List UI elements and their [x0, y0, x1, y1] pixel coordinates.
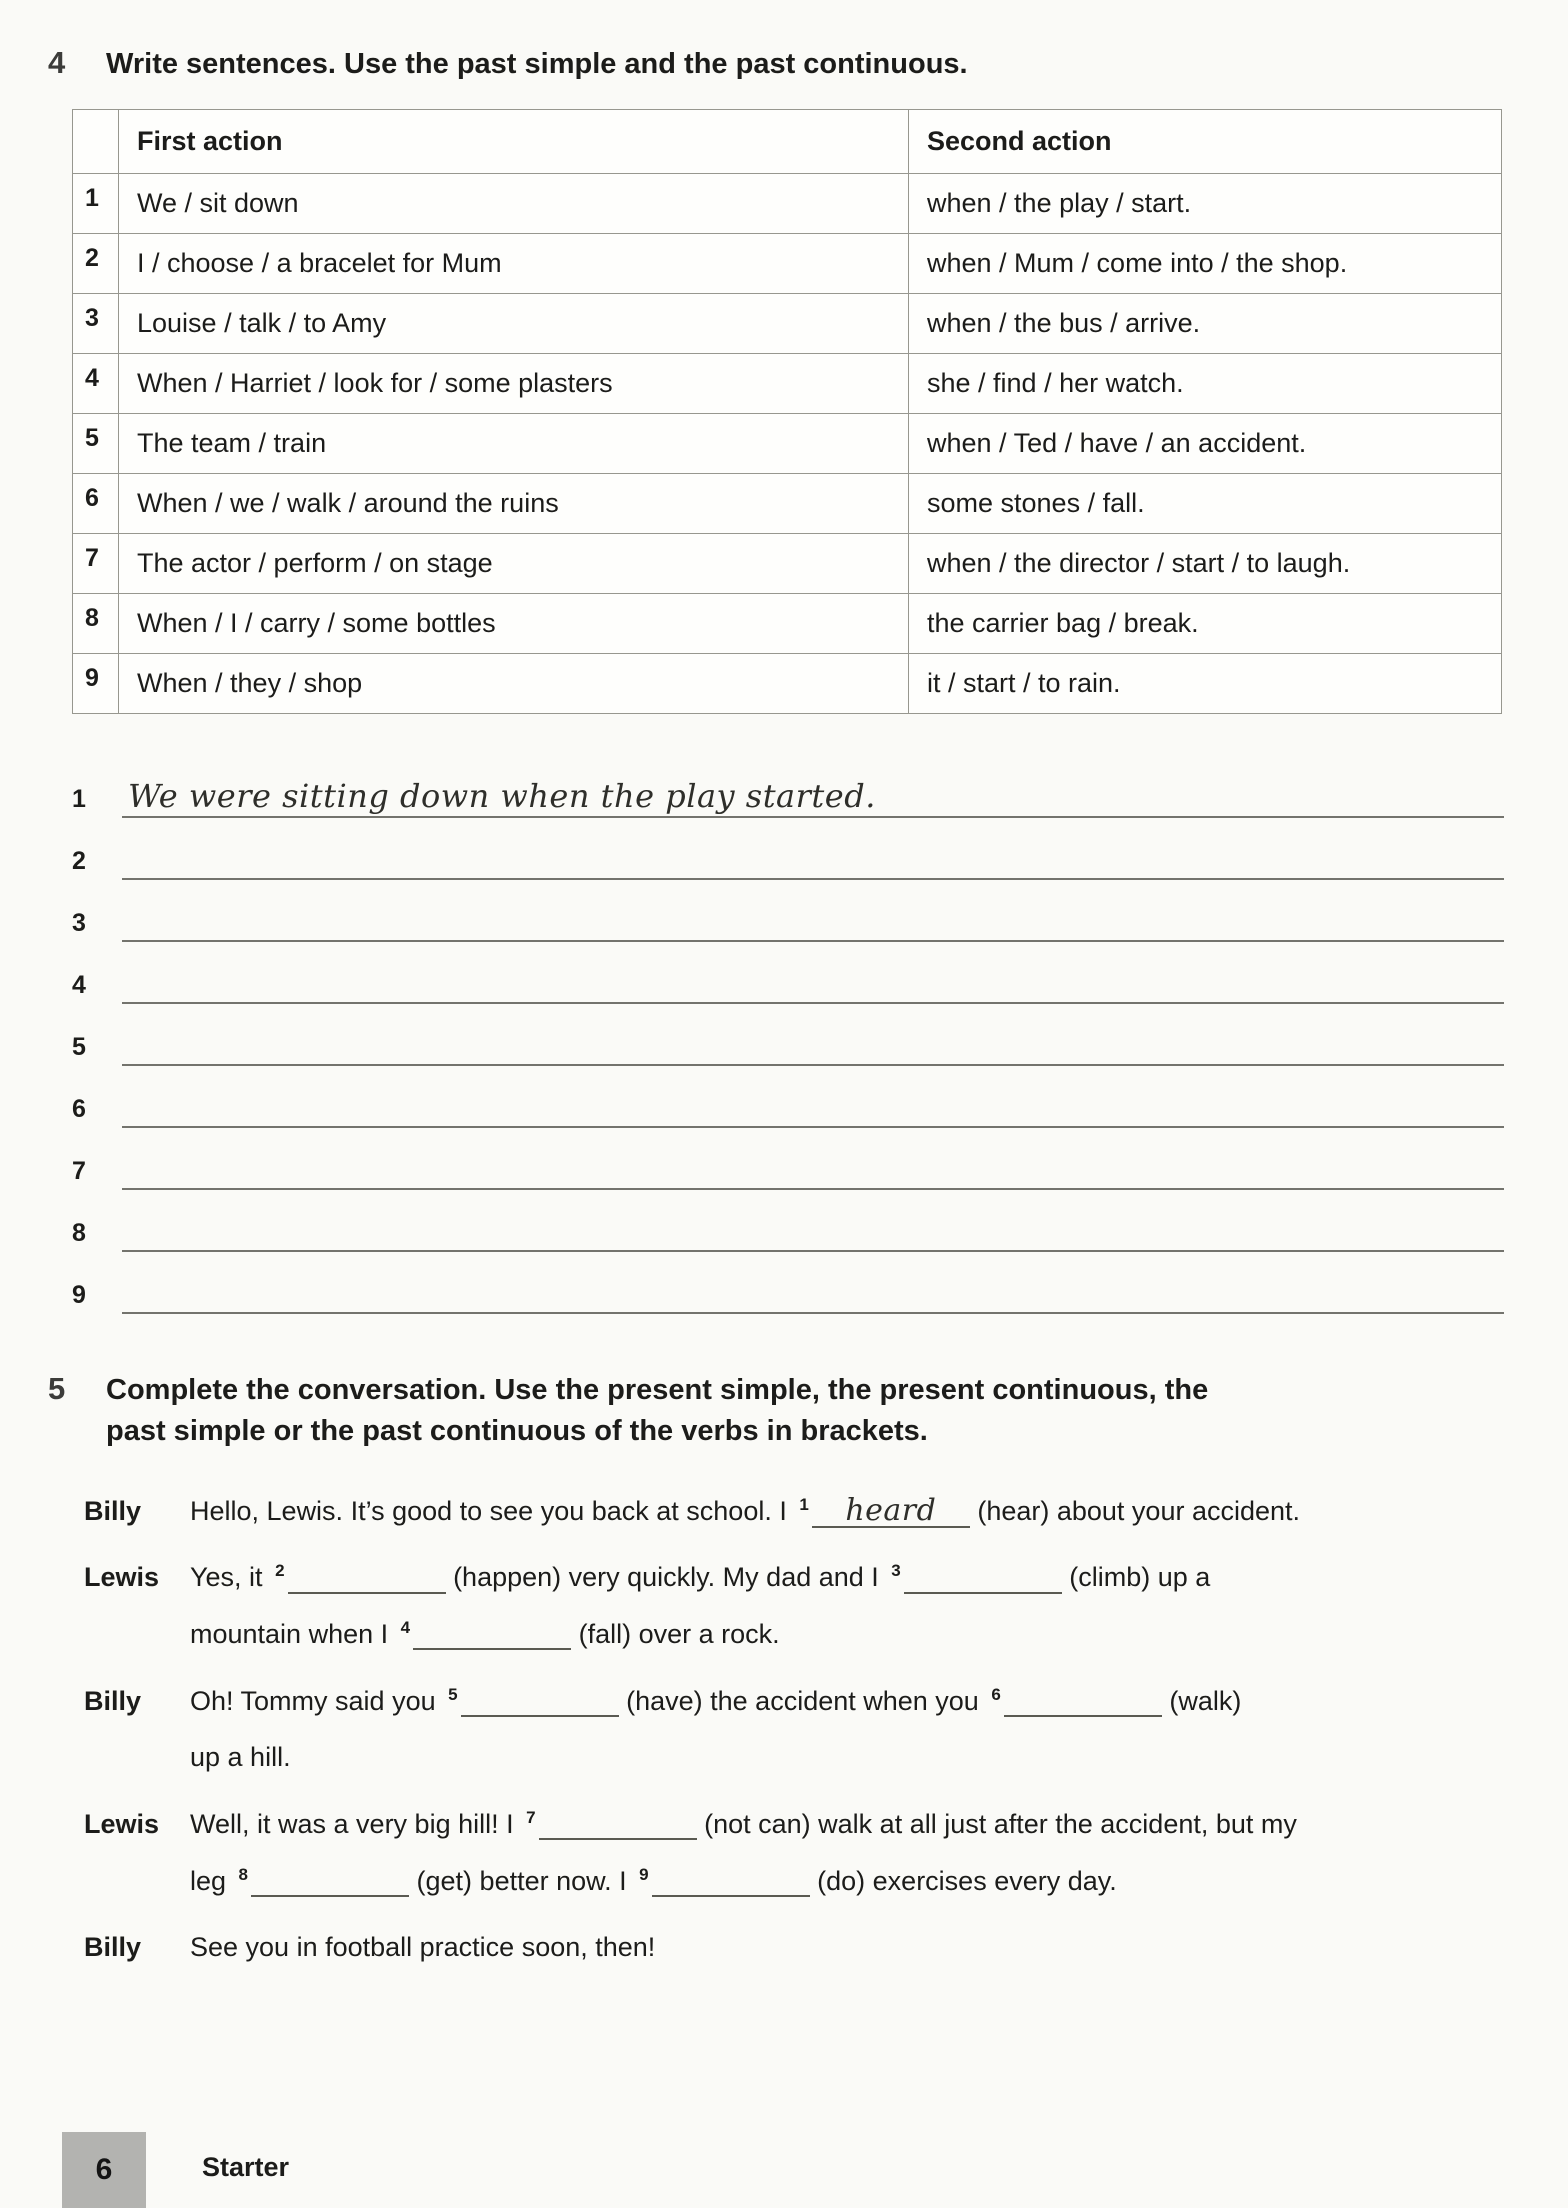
first-action-cell: Louise / talk / to Amy: [119, 294, 909, 354]
dialogue-line: [84, 1673, 1504, 1786]
blank-number: 3: [891, 1561, 901, 1581]
blank-number: 2: [275, 1561, 285, 1581]
dialogue-fragment: Well, it was a very big hill! I: [190, 1808, 514, 1839]
answer-writing-line[interactable]: [122, 1188, 1504, 1252]
answer-row: [72, 1004, 1504, 1066]
dialogue-fragment: Hello, Lewis. It’s good to see you back at school. I: [190, 1495, 787, 1526]
exercise5-number: 5: [48, 1371, 66, 1407]
page-number-box: 6: [62, 2132, 146, 2208]
answer-row: [72, 756, 1504, 818]
speaker-name: Lewis: [84, 1808, 160, 1839]
fill-in-blank-8[interactable]: [251, 1867, 409, 1897]
dialogue-fragment: Oh! Tommy said you: [190, 1685, 436, 1716]
answer-writing-line[interactable]: [122, 754, 1504, 818]
second-action-cell: when / the play / start.: [909, 174, 1502, 234]
speaker-name: Billy: [84, 1685, 142, 1716]
answer-row: [72, 818, 1504, 880]
exercise4-title: Write sentences. Use the past simple and the past continuous.: [106, 48, 968, 80]
second-action-cell: when / Mum / come into / the shop.: [909, 234, 1502, 294]
dialogue-fragment: (get) better now. I: [416, 1865, 627, 1896]
dialogue-fragment: up a hill.: [190, 1742, 291, 1773]
first-action-cell: The actor / perform / on stage: [119, 534, 909, 594]
dialogue: [84, 1483, 1504, 1977]
dialogue-text: [190, 1796, 1504, 1909]
row-number: 4: [73, 354, 119, 414]
handwritten-answer: We were sitting down when the play started.: [128, 777, 876, 816]
second-action-cell: when / the bus / arrive.: [909, 294, 1502, 354]
answer-number: 2: [72, 847, 86, 876]
second-action-cell: when / the director / start / to laugh.: [909, 534, 1502, 594]
blank-number: 8: [238, 1864, 249, 1884]
answer-number: 8: [72, 1219, 86, 1248]
fill-in-blank-7[interactable]: [539, 1810, 697, 1840]
dialogue-fragment: (have) the accident when you: [626, 1685, 979, 1716]
dialogue-line: [84, 1919, 1504, 1976]
answer-row: [72, 1066, 1504, 1128]
first-action-cell: We / sit down: [119, 174, 909, 234]
table-row: [73, 354, 1502, 414]
exercise-5: [48, 1370, 1504, 1976]
first-action-cell: The team / train: [119, 414, 909, 474]
dialogue-fragment: (fall) over a rock.: [578, 1618, 780, 1649]
answer-writing-line[interactable]: [122, 1126, 1504, 1190]
answer-number: 4: [72, 971, 86, 1000]
first-action-cell: I / choose / a bracelet for Mum: [119, 234, 909, 294]
answer-writing-line[interactable]: [122, 940, 1504, 1004]
dialogue-text: [190, 1483, 1504, 1540]
row-number: 7: [73, 534, 119, 594]
dialogue-fragment: (walk): [1169, 1685, 1242, 1716]
row-number: 1: [73, 174, 119, 234]
answer-writing-line[interactable]: [122, 1250, 1504, 1314]
exercise4-number: 4: [48, 45, 66, 80]
second-action-cell: it / start / to rain.: [909, 654, 1502, 714]
answer-row: [72, 1128, 1504, 1190]
answer-number: 1: [72, 785, 86, 814]
row-number: 3: [73, 294, 119, 354]
first-action-cell: When / we / walk / around the ruins: [119, 474, 909, 534]
fill-in-blank-9[interactable]: [652, 1867, 810, 1897]
exercise4-header: [48, 44, 1504, 85]
answer-row: [72, 942, 1504, 1004]
header-second-action: Second action: [909, 110, 1502, 174]
dialogue-text: [190, 1673, 1504, 1786]
header-number-cell: [73, 110, 119, 174]
dialogue-fragment: See you in football practice soon, then!: [190, 1932, 656, 1963]
answer-row: [72, 1190, 1504, 1252]
table-row: [73, 654, 1502, 714]
table-header-row: [73, 110, 1502, 174]
blank-number: 5: [448, 1684, 458, 1704]
row-number: 9: [73, 654, 119, 714]
answer-lines: [72, 756, 1504, 1314]
table-row: [73, 294, 1502, 354]
answer-writing-line[interactable]: [122, 1002, 1504, 1066]
unit-label: Starter: [202, 2151, 290, 2182]
answer-writing-line[interactable]: [122, 1064, 1504, 1128]
dialogue-text: [190, 1549, 1504, 1662]
blank-number: 9: [639, 1864, 649, 1884]
fill-in-blank-3[interactable]: [904, 1563, 1062, 1593]
speaker-name: Billy: [84, 1932, 142, 1963]
table-row: [73, 174, 1502, 234]
second-action-cell: some stones / fall.: [909, 474, 1502, 534]
table-row: [73, 234, 1502, 294]
second-action-cell: the carrier bag / break.: [909, 594, 1502, 654]
answer-writing-line[interactable]: [122, 816, 1504, 880]
exercise5-header: [48, 1370, 1504, 1452]
table-row: [73, 474, 1502, 534]
dialogue-fragment: (happen) very quickly. My dad and I: [453, 1562, 879, 1593]
row-number: 8: [73, 594, 119, 654]
fill-in-blank-1[interactable]: [812, 1492, 970, 1529]
fill-in-blank-6[interactable]: [1004, 1687, 1162, 1717]
exercise-4: [48, 44, 1504, 1314]
dialogue-fragment: (not can) walk at all just after the accident, but my: [704, 1808, 1297, 1839]
dialogue-line: [84, 1796, 1504, 1909]
fill-in-blank-2[interactable]: [288, 1563, 446, 1593]
answer-writing-line[interactable]: [122, 878, 1504, 942]
speaker-name: Billy: [84, 1495, 142, 1526]
row-number: 6: [73, 474, 119, 534]
answer-number: 9: [72, 1281, 86, 1310]
actions-table: [72, 109, 1502, 714]
first-action-cell: When / they / shop: [119, 654, 909, 714]
first-action-cell: When / Harriet / look for / some plasters: [119, 354, 909, 414]
dialogue-fragment: leg: [190, 1865, 227, 1896]
answer-row: [72, 1252, 1504, 1314]
page-footer: [62, 2132, 289, 2208]
dialogue-fragment: Yes, it: [190, 1562, 263, 1593]
table-row: [73, 414, 1502, 474]
answer-number: 6: [72, 1095, 86, 1124]
handwritten-fill: heard: [845, 1492, 937, 1528]
second-action-cell: when / Ted / have / an accident.: [909, 414, 1502, 474]
blank-number: 4: [400, 1617, 411, 1637]
fill-in-blank-5[interactable]: [461, 1687, 619, 1717]
exercise5-title: Complete the conversation. Use the present simple, the present continuous, the past simple or the past continuous of the verbs in brackets.: [106, 1374, 1209, 1448]
answer-number: 3: [72, 909, 86, 938]
dialogue-text: [190, 1919, 1504, 1976]
second-action-cell: she / find / her watch.: [909, 354, 1502, 414]
row-number: 2: [73, 234, 119, 294]
dialogue-fragment: (do) exercises every day.: [817, 1865, 1117, 1896]
dialogue-line: [84, 1483, 1504, 1540]
table-row: [73, 534, 1502, 594]
speaker-name: Lewis: [84, 1562, 160, 1593]
first-action-cell: When / I / carry / some bottles: [119, 594, 909, 654]
row-number: 5: [73, 414, 119, 474]
answer-row: [72, 880, 1504, 942]
header-first-action: First action: [119, 110, 909, 174]
blank-number: 1: [799, 1494, 809, 1514]
dialogue-fragment: (climb) up a: [1069, 1562, 1211, 1593]
fill-in-blank-4[interactable]: [413, 1620, 571, 1650]
blank-number: 6: [991, 1684, 1001, 1704]
blank-number: 7: [526, 1807, 536, 1827]
answer-number: 5: [72, 1033, 86, 1062]
dialogue-line: [84, 1549, 1504, 1662]
answer-number: 7: [72, 1157, 86, 1186]
dialogue-fragment: mountain when I: [190, 1618, 389, 1649]
dialogue-fragment: (hear) about your accident.: [977, 1495, 1301, 1526]
table-row: [73, 594, 1502, 654]
